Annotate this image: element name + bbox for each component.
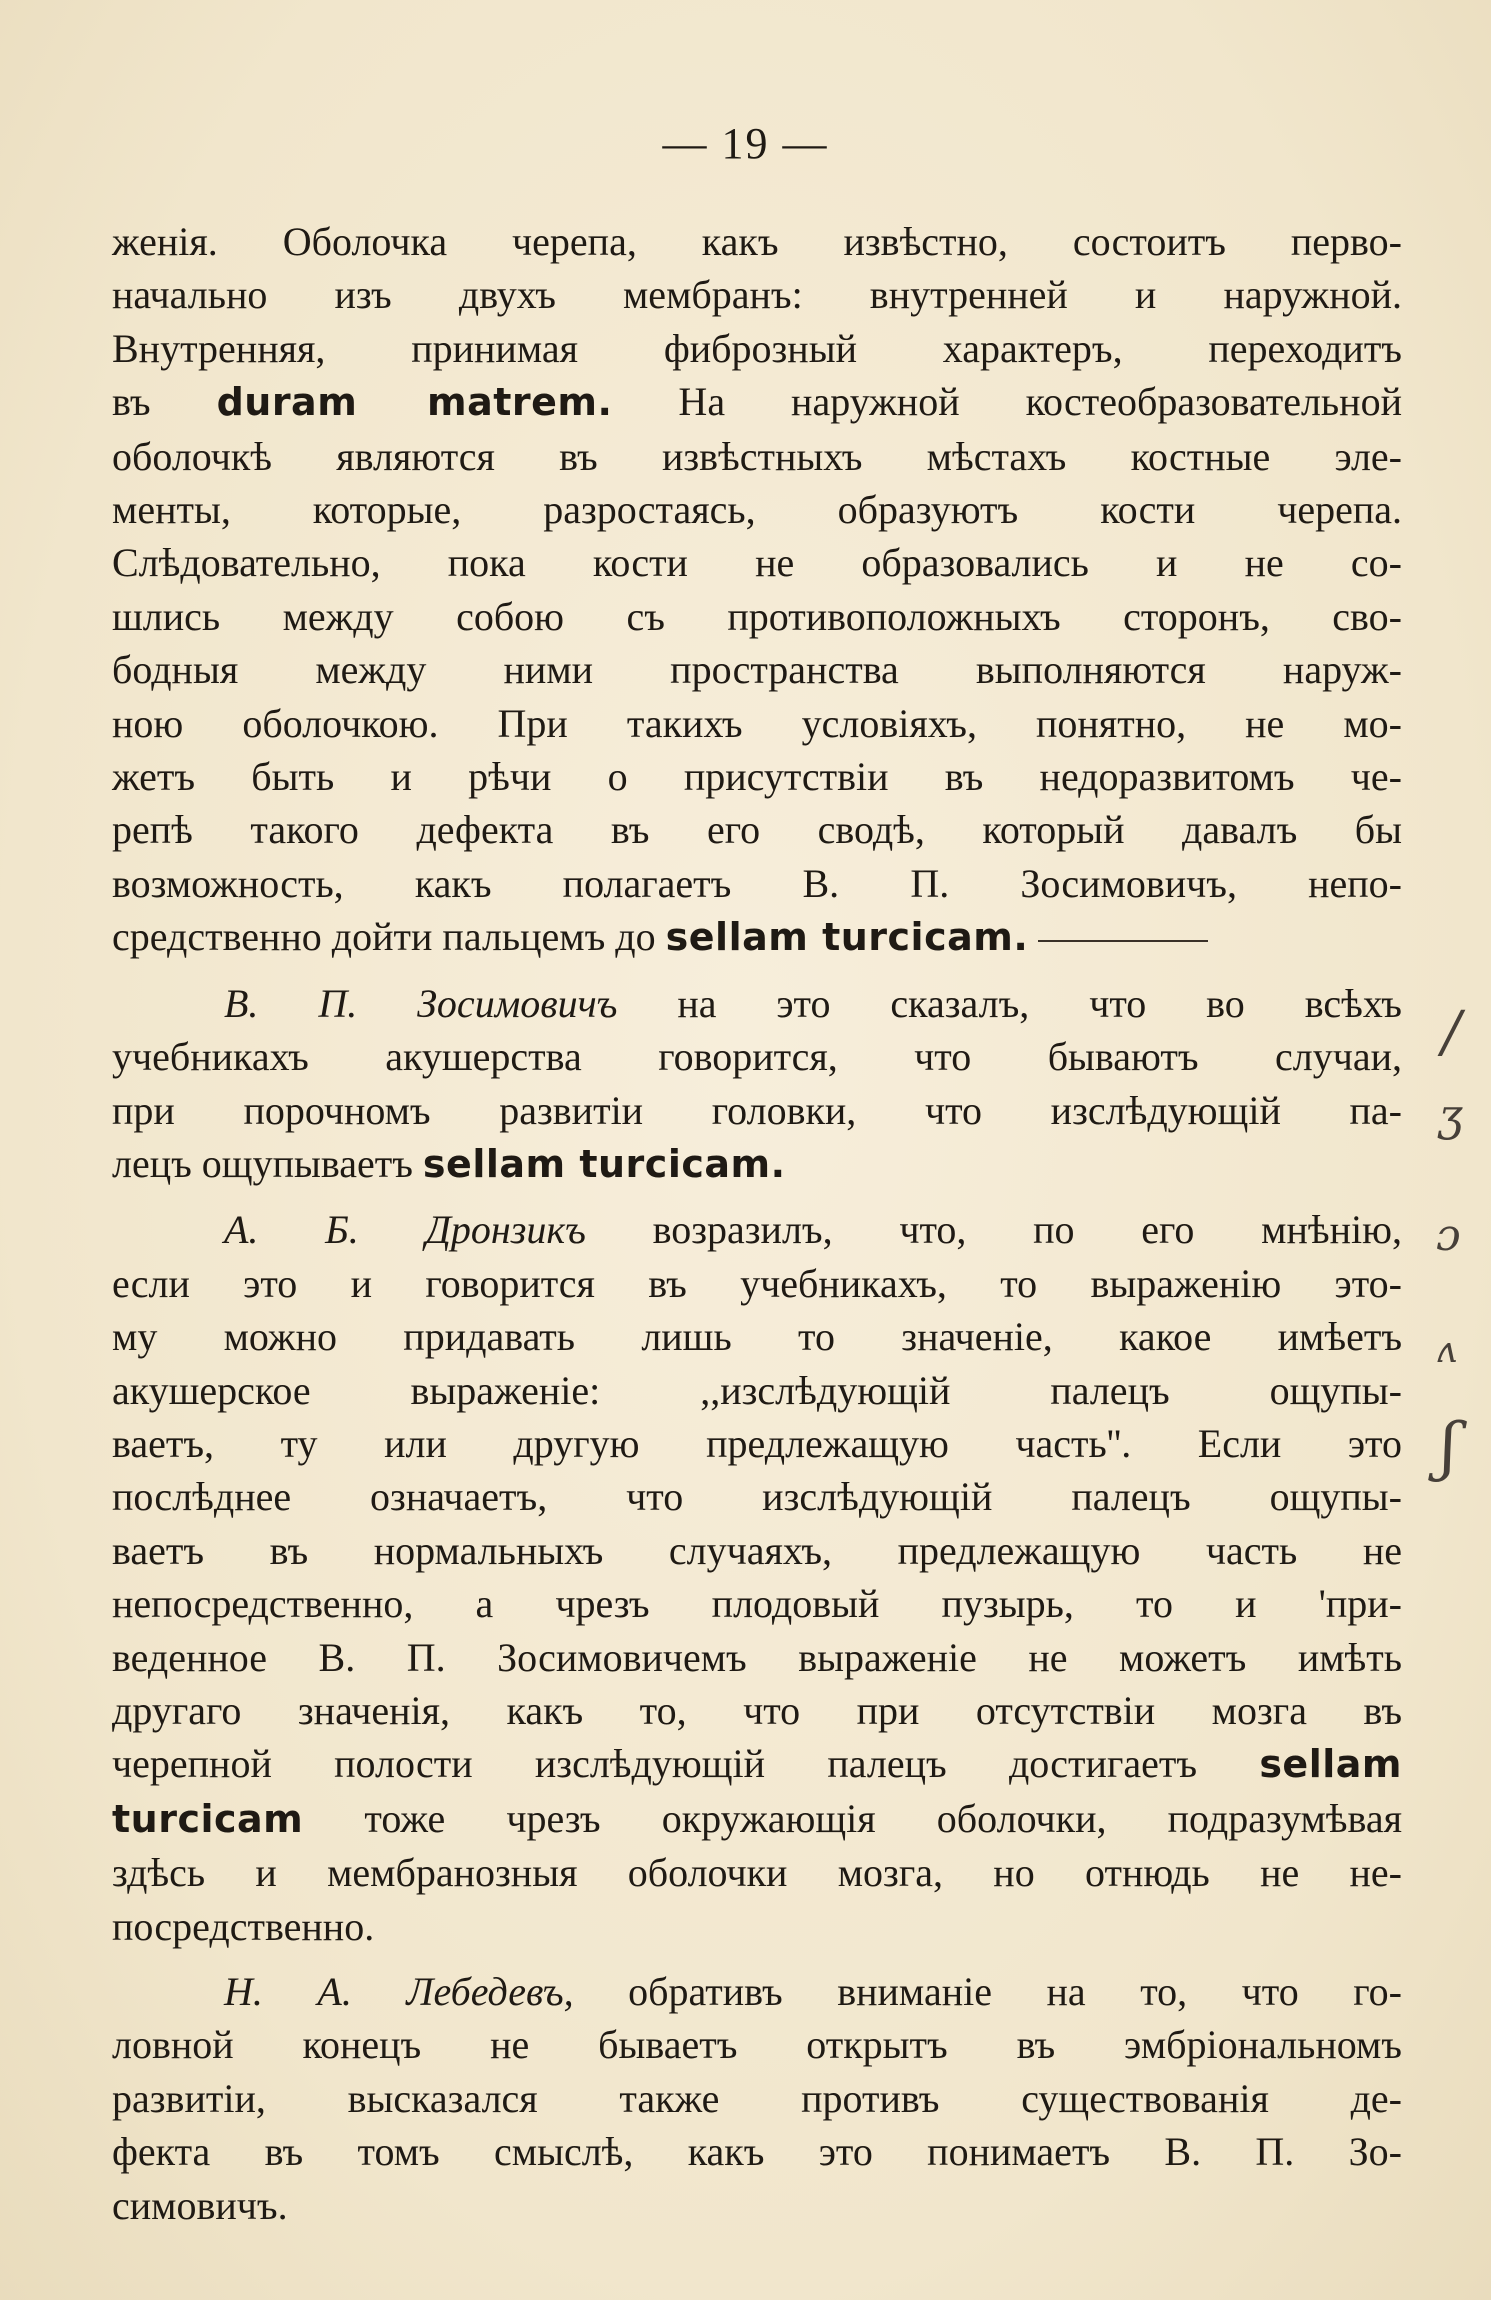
text-line [112,2018,1402,2071]
text-line [112,1577,1402,1630]
text-segment: тоже чрезъ окружающія оболочки, подразумѣвая [303,1795,1402,1841]
text-segment: учебникахъ акушерства говорится, что бываютъ случаи, [112,1034,1402,1080]
paragraph [112,977,1402,1192]
margin-scribble-icon: ʒ [1438,1090,1463,1141]
text-line [112,977,1402,1030]
text-line [112,268,1402,321]
text-segment: при порочномъ развитіи головки, что изслѣдующій па- [112,1087,1402,1133]
text-segment: возможность, какъ полагаетъ В. П. Зосимовичъ, непо- [112,860,1402,906]
margin-scribble-icon: ɔ [1436,1210,1461,1261]
text-line [112,2125,1402,2178]
text-segment: веденное В. П. Зосимовичемъ выраженіе не можетъ имѣть [112,1634,1402,1680]
text-segment: непосредственно, а чрезъ плодовый пузырь, то и 'при- [112,1581,1402,1627]
text-segment: ловной конецъ не бываетъ открытъ въ эмбріональномъ [112,2022,1402,2068]
paragraph [112,1203,1402,1953]
text-segment: женія. Оболочка черепа, какъ извѣстно, состоитъ перво- [112,219,1402,264]
text-segment: му можно придавать лишь то значеніе, какое имѣетъ [112,1314,1402,1360]
text-segment: если это и говорится въ учебникахъ, то выраженію это- [112,1260,1402,1306]
text-segment: оболочкѣ являются въ извѣстныхъ мѣстахъ костные эле- [112,433,1402,479]
latin-term: sellam turcicam. [665,915,1029,960]
text-segment: фекта въ томъ смыслѣ, какъ это понимаетъ В. П. Зо- [112,2129,1402,2175]
text-line [112,697,1402,750]
text-segment: средственно дойти пальцемъ до [112,914,666,960]
latin-term: sellam [1259,1742,1402,1787]
text-line [112,1792,1402,1846]
text-line [112,483,1402,536]
text-line [112,322,1402,375]
text-line [112,1900,1402,1953]
text-segment: начально изъ двухъ мембранъ: внутренней и наружной. [112,272,1402,318]
text-line [112,1737,1402,1791]
text-line [112,750,1402,803]
speaker-name: Н. А. Лебедевъ, [224,1969,574,2014]
text-segment: развитіи, высказался также противъ существованія де- [112,2075,1402,2121]
text-line [112,1846,1402,1899]
paragraph [112,215,1402,965]
text-segment: На наружной костеобразовательной [612,379,1402,425]
text-line [112,1030,1402,1083]
text-segment: акушерское выраженіе: ,,изслѣдующій палецъ ощупы- [112,1367,1402,1413]
text-segment: ваетъ въ нормальныхъ случаяхъ, предлежащую часть не [112,1527,1402,1573]
text-segment: менты, которые, разростаясь, образуютъ кости черепа. [112,487,1402,533]
text-segment: ною оболочкою. При такихъ условіяхъ, понятно, не мо- [112,700,1402,746]
speaker-name: А. Б. Дронзикъ [224,1207,586,1253]
text-line [112,1470,1402,1523]
latin-term: sellam turcicam. [422,1141,786,1186]
latin-term: turcicam [112,1796,304,1841]
text-line [112,2179,1402,2232]
margin-scribble-icon: ʌ [1436,1330,1457,1371]
text-line [112,1137,1402,1191]
text-line [112,1364,1402,1417]
text-segment: въ [112,379,217,425]
text-segment: шлись между собою съ противоположныхъ сторонъ, сво- [112,593,1402,639]
margin-scribble-icon: / [1442,1000,1461,1065]
text-segment: лецъ ощупываетъ [112,1140,423,1186]
text-line [112,1417,1402,1470]
text-line [112,1310,1402,1363]
text-segment: здѣсь и мембранозныя оболочки мозга, но отнюдь не не- [112,1850,1402,1896]
text-segment: Слѣдовательно, пока кости не образовались и не со- [112,540,1402,586]
line-rule [1038,940,1208,942]
text-segment: жетъ быть и рѣчи о присутствіи въ недоразвитомъ че- [112,754,1402,800]
text-segment: бодныя между ними пространства выполняются наруж- [112,647,1402,693]
text-segment: Внутренняя, принимая фиброзный характеръ, переходитъ [112,325,1402,371]
text-segment: обративъ вниманіе на то, что го- [573,1969,1402,2014]
text-line [112,910,1402,964]
latin-term: duram matrem. [216,380,613,425]
speaker-name: В. П. Зосимовичъ [224,980,618,1026]
text-line [112,2072,1402,2125]
margin-scribble-icon: ʃ [1440,1410,1458,1484]
text-line [112,215,1402,268]
text-line [112,536,1402,589]
text-segment: репѣ такого дефекта въ его сводѣ, который давалъ бы [112,807,1402,853]
page-number: — 19 — [662,119,829,168]
text-line [112,1631,1402,1684]
text-line [112,1965,1402,2018]
paragraph [112,1965,1402,2232]
text-segment: посредственно. [112,1903,375,1949]
text-segment: ваетъ, ту или другую предлежащую часть''. Если это [112,1420,1402,1466]
text-line [112,1524,1402,1577]
text-segment: послѣднее означаетъ, что изслѣдующій палецъ ощупы- [112,1474,1402,1520]
text-segment: другаго значенія, какъ то, что при отсутствіи мозга въ [112,1687,1402,1733]
text-line [112,1203,1402,1256]
text-line [112,803,1402,856]
text-line [112,643,1402,696]
text-line [112,1257,1402,1310]
text-segment: на это сказалъ, что во всѣхъ [617,980,1402,1026]
text-segment: симовичъ. [112,2182,288,2228]
text-line [112,857,1402,910]
text-line [112,1084,1402,1137]
text-line [112,375,1402,429]
text-segment: возразилъ, что, по его мнѣнію, [585,1207,1402,1253]
text-line [112,430,1402,483]
body-text [112,215,1402,2232]
text-segment: черепной полости изслѣдующій палецъ достигаетъ [112,1741,1260,1787]
text-line [112,1684,1402,1737]
text-line [112,590,1402,643]
